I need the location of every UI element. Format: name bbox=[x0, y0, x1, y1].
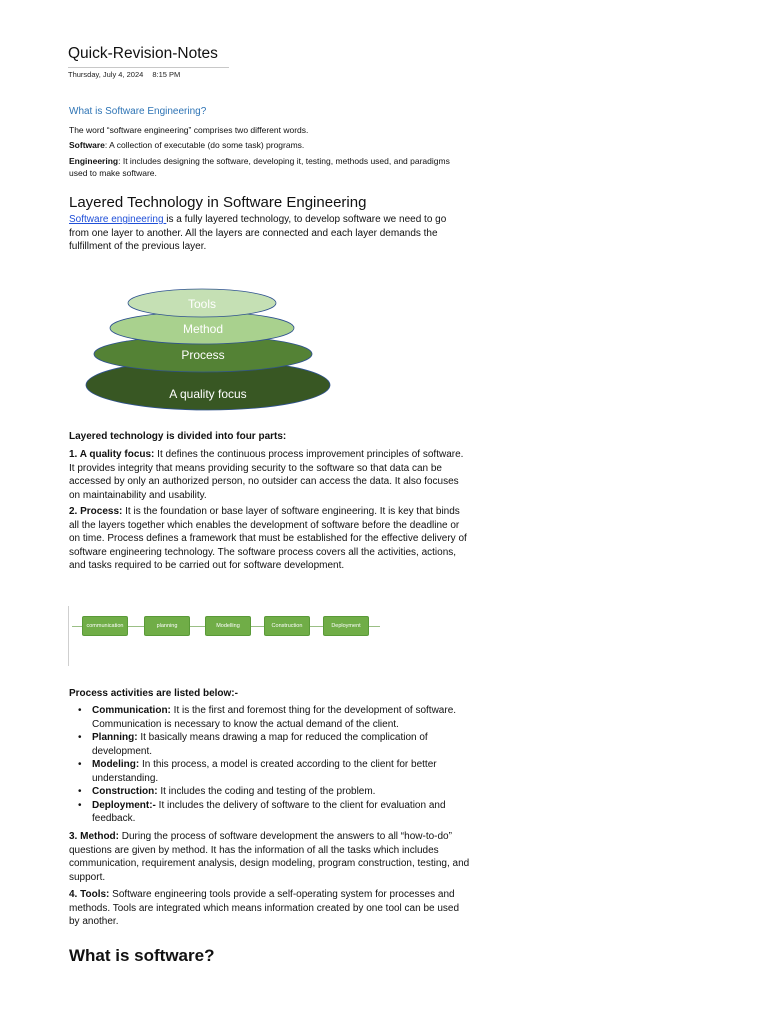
activity-label: Planning: bbox=[92, 732, 138, 743]
software-engineering-link[interactable]: Software engineering bbox=[69, 214, 167, 225]
page-date: Thursday, July 4, 2024 bbox=[68, 70, 144, 79]
activity-label: Modeling: bbox=[92, 759, 140, 770]
list-item bbox=[69, 731, 479, 758]
process-text: It is the foundation or base layer of software engineering. It is key that binds all the layers together which enables the development of software before the deadline or on time. Process defines a framework that must be established for the effective delivery of software engineering technology. The software process covers all the activities, actions, and tasks required to be carried out for software development. bbox=[69, 506, 467, 571]
method-paragraph bbox=[69, 830, 471, 884]
software-term: Software bbox=[69, 140, 105, 150]
parts-heading-text: Layered technology is divided into four parts: bbox=[69, 431, 287, 442]
flow-step-planning: planning bbox=[144, 616, 190, 636]
engineering-def-text: : It includes designing the software, developing it, testing, methods used, and paradigms used to make software. bbox=[69, 156, 450, 178]
flow-step-deployment: Deployment bbox=[323, 616, 369, 636]
activity-label: Deployment:- bbox=[92, 799, 156, 811]
tools-text: Software engineering tools provide a self-operating system for processes and methods. Tools are integrated which means information created by one tool can be used by another. bbox=[69, 889, 460, 927]
list-item bbox=[69, 799, 479, 826]
page-title: Quick-Revision-Notes bbox=[68, 45, 218, 62]
engineering-definition bbox=[69, 155, 454, 179]
method-text: During the process of software development the answers to all “how-to-do” questions are given by method. It has the information of all the tasks which includes communication, requirement analysis, design modeling, program construction, testing, and support. bbox=[69, 831, 470, 883]
activity-label: Construction: bbox=[92, 786, 158, 797]
activity-text: It includes the delivery of software to the client for evaluation and feedback. bbox=[92, 799, 446, 824]
flow-left-border bbox=[68, 606, 69, 666]
intro-paragraph: The word “software engineering” comprises two different words. bbox=[69, 125, 309, 135]
page-time: 8:15 PM bbox=[152, 70, 181, 79]
tools-paragraph bbox=[69, 888, 471, 929]
tools-label: 4. Tools: bbox=[69, 889, 110, 900]
engineering-term: Engineering bbox=[69, 156, 119, 166]
activities-list bbox=[69, 704, 479, 826]
flow-step-communication: communication bbox=[82, 616, 128, 636]
process-flow-diagram bbox=[68, 606, 383, 666]
activities-heading-text: Process activities are listed below:- bbox=[69, 688, 238, 699]
list-item bbox=[69, 785, 479, 799]
section-heading-what-is-se: What is Software Engineering? bbox=[69, 106, 207, 117]
software-definition bbox=[69, 139, 469, 151]
quality-focus-paragraph bbox=[69, 448, 471, 502]
process-paragraph bbox=[69, 505, 471, 573]
activity-text: It basically means drawing a map for reduced the complication of development. bbox=[92, 732, 428, 757]
layered-tech-heading: Layered Technology in Software Engineering bbox=[69, 194, 367, 211]
activity-text: It includes the coding and testing of the problem. bbox=[157, 786, 376, 797]
flow-step-modelling: Modelling bbox=[205, 616, 251, 636]
layer-quality-focus-label: A quality focus bbox=[169, 387, 247, 401]
list-item bbox=[69, 704, 479, 731]
process-label: 2. Process: bbox=[69, 506, 123, 517]
title-divider bbox=[68, 67, 229, 68]
layer-tools-label: Tools bbox=[187, 297, 217, 311]
layered-stack-diagram bbox=[84, 285, 336, 413]
activity-label: Communication: bbox=[92, 705, 171, 716]
layered-intro-text: is a fully layered technology, to develop software we need to go from one layer to another. All the layers are connected and each layer demands the fulfillment of the previous layer. bbox=[69, 214, 447, 252]
parts-heading bbox=[69, 430, 471, 444]
activities-heading bbox=[69, 687, 471, 701]
layer-process-label: Process bbox=[181, 348, 225, 362]
page-timestamp bbox=[68, 70, 180, 79]
activity-text: It is the first and foremost thing for the development of software. Communication is necessary to know the actual demand of the client. bbox=[92, 705, 457, 730]
layer-method-label: Method bbox=[182, 322, 224, 336]
layered-intro bbox=[69, 213, 469, 254]
software-def-text: : A collection of executable (do some task) programs. bbox=[104, 140, 305, 150]
quality-focus-text: It defines the continuous process improvement principles of software. It provides integrity that means providing security to the software so that data can be accessed by only an authorized person, no outsider can access the data. It also focuses on maintainability and usability. bbox=[69, 449, 464, 501]
activity-text: In this process, a model is created according to the client for better understanding. bbox=[92, 759, 437, 784]
list-item bbox=[69, 758, 479, 785]
what-is-software-heading: What is software? bbox=[69, 946, 215, 965]
quality-focus-label: 1. A quality focus: bbox=[69, 449, 155, 460]
flow-step-construction: Construction bbox=[264, 616, 310, 636]
method-label: 3. Method: bbox=[69, 831, 119, 842]
